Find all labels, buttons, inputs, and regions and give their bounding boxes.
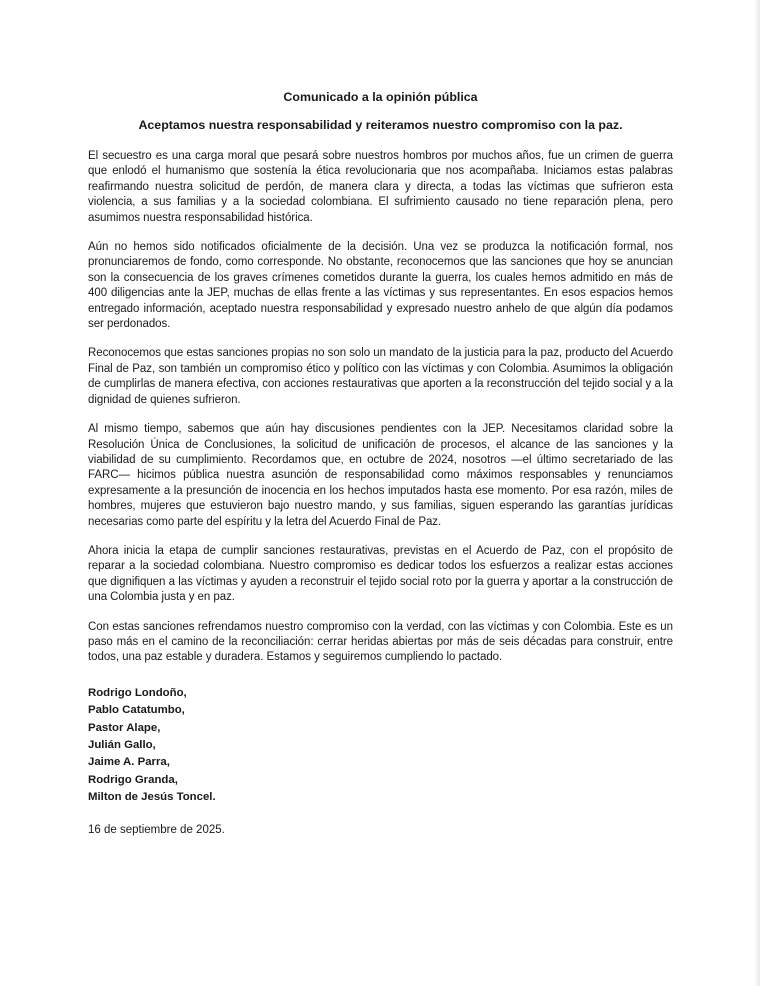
signer-name: Pablo Catatumbo,	[88, 704, 185, 717]
signer-name: Rodrigo Londoño,	[88, 686, 187, 699]
page-edge-shadow	[754, 0, 760, 986]
signer-name: Pastor Alape,	[88, 721, 161, 734]
paragraph-6: Con estas sanciones refrendamos nuestro compromiso con la verdad, con las víctimas y con Colombia. Este es un paso más en el camino de la reconciliación: cerrar heridas abiertas por más de seis décadas para construir, entre todos, una paz estable y duradera. Estamos y seguiremos cumpliendo lo pactado.	[88, 620, 673, 664]
signer-name: Jaime A. Parra,	[88, 756, 170, 769]
signer-name: Rodrigo Granda,	[88, 773, 178, 786]
document-date: 16 de septiembre de 2025.	[88, 823, 225, 836]
signer-name: Julián Gallo,	[88, 739, 156, 751]
paragraph-3: Reconocemos que estas sanciones propias no son solo un mandato de la justicia para la paz, producto del Acuerdo Final de Paz, son también un compromiso ético y político con las víctimas y con Colombia. Asumimos la obligación de cumplirlas de manera efectiva, con acciones restaurativas que aporten a la reconstrucción del tejido social y a la dignidad de quienes sufrieron.	[88, 347, 673, 406]
signer-name: Milton de Jesús Toncel.	[88, 791, 216, 804]
signers-list	[88, 685, 673, 807]
paragraph-4: Al mismo tiempo, sabemos que aún hay discusiones pendientes con la JEP. Necesitamos claridad sobre la Resolución Única de Conclusiones, la solicitud de unificación de procesos, el alcance de las sanciones y la viabilidad de su cumplimiento. Recordamos que, en octubre de 2024, nosotros —el último secretariado de las FARC— hicimos pública nuestra asunción de responsabilidad como máximos responsables y renunciamos expresamente a la presunción de inocencia en los hechos imputados hasta ese momento. Por esa razón, miles de hombres, mujeres que estuvieron bajo nuestro mando, y sus familias, siguen esperando las garantías jurídicas necesarias como parte del espíritu y la letra del Acuerdo Final de Paz.	[88, 423, 673, 528]
paragraph-2: Aún no hemos sido notificados oficialmente de la decisión. Una vez se produzca la notificación formal, nos pronunciaremos de fondo, como corresponde. No obstante, reconocemos que las sanciones que hoy se anuncian son la consecuencia de los graves crímenes cometidos durante la guerra, los cuales hemos admitido en más de 400 diligencias ante la JEP, muchas de ellas frente a las víctimas y sus representantes. En esos espacios hemos entregado información, aceptado nuestra responsabilidad y expresado nuestro anhelo de que algún día podamos ser perdonados.	[88, 241, 673, 331]
document-subtitle: Aceptamos nuestra responsabilidad y reiteramos nuestro compromiso con la paz.	[138, 118, 623, 132]
paragraph-1: El secuestro es una carga moral que pesará sobre nuestros hombros por muchos años, fue un crimen de guerra que enlodó el humanismo que sostenía la ética revolucionaria que nos acompañaba. Iniciamos estas palabras reafirmando nuestra solicitud de perdón, de manera clara y directa, a todas las víctimas que sufrieron esta violencia, a sus familias y a la sociedad colombiana. El sufrimiento causado no tiene reparación plena, pero asumimos nuestra responsabilidad histórica.	[88, 150, 673, 224]
paragraph-5: Ahora inicia la etapa de cumplir sanciones restaurativas, previstas en el Acuerdo de Paz, con el propósito de reparar a la sociedad colombiana. Nuestro compromiso es dedicar todos los esfuerzos a realizar estas acciones que dignifiquen a las víctimas y ayuden a reconstruir el tejido social roto por la guerra y aportar a la construcción de una Colombia justa y en paz.	[88, 544, 673, 604]
document-body	[88, 89, 673, 838]
document-title: Comunicado a la opinión pública	[283, 90, 478, 104]
